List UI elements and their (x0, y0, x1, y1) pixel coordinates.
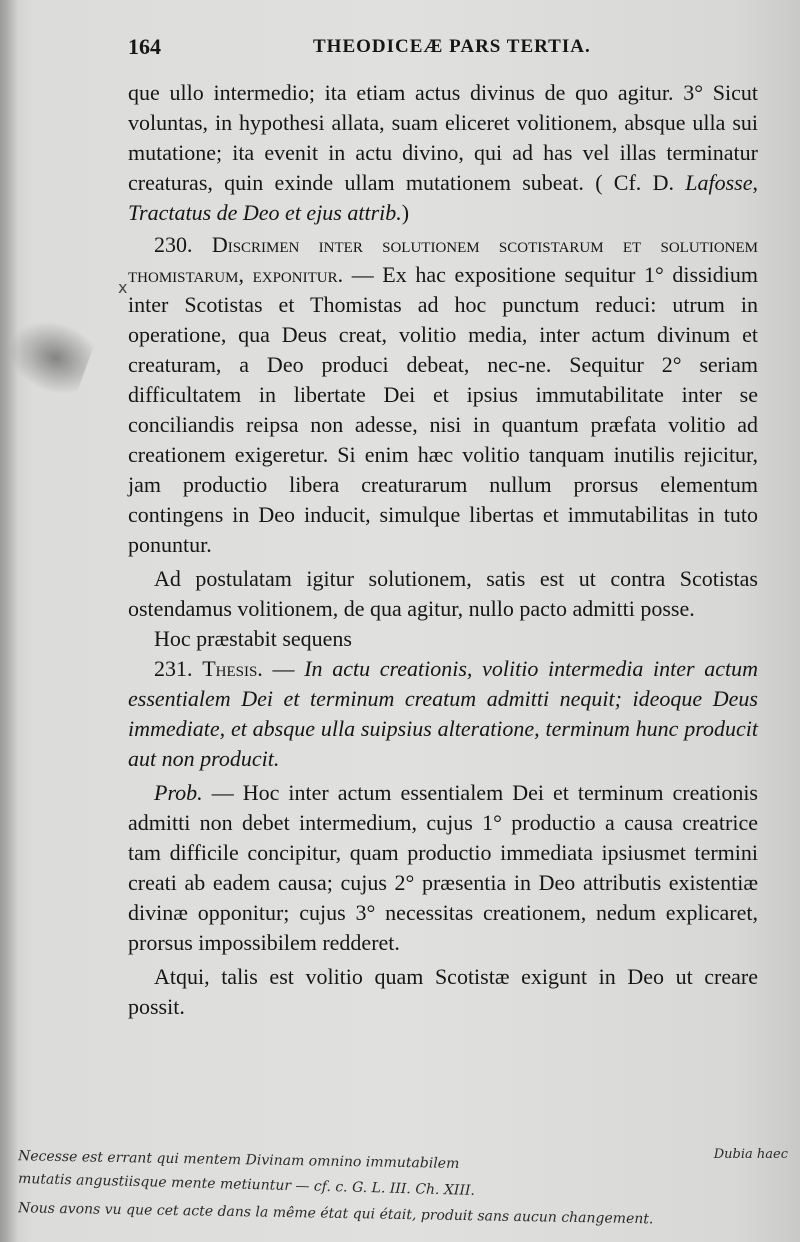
section-230-title: Discrimen inter solutionem scotistarum et solutionem thomistarum, exponitur. (128, 232, 759, 287)
page-number: 164 (128, 34, 161, 59)
hw-line-2-text: mutatis angustiisque mente metiuntur — cf. c. G. L. III. Ch. XIII. (17, 1170, 476, 1199)
hw-line-1-text: Necesse est errant qui mentem Divinam omnino immutabilem (17, 1148, 460, 1172)
paragraph-postulatam: Ad postulatam igitur solutionem, satis est ut contra Scotistas ostendamus volitionem, de qua agitur, nullo pacto admitti posse. (128, 566, 758, 621)
section-231-number: 231. (154, 656, 203, 681)
section-230-number: 230. (154, 232, 212, 257)
section-231-dash: — (262, 656, 305, 681)
work-title: Tractatus de Deo et ejus attrib. (128, 200, 402, 225)
handwritten-right-note: Dubia haec (713, 1147, 788, 1162)
intro-separator: , (752, 170, 758, 195)
section-231-thesis: In actu creationis, volitio intermedia inter actum essentialem Dei et terminum creatum admitti nequit; ideoque Deus immediate, et absque ulla suipsius alteratione, terminum hunc producit aut non producit. (128, 656, 759, 771)
paragraph-intro (128, 78, 758, 228)
prob-label: Prob. (154, 780, 203, 805)
section-231-label: Thesis. (202, 656, 263, 681)
body-text (128, 78, 758, 1022)
hw-line-3-text: Nous avons vu que cet acte dans la même état qui était, produit sans aucun changement. (17, 1200, 654, 1228)
paragraph-atqui: Atqui, talis est volitio quam Scotistæ exigunt in Deo ut creare possit. (128, 964, 758, 1019)
handwritten-notes (17, 1147, 788, 1228)
prob-text: — Hoc inter actum essentialem Dei et terminum creationis admitti non debet intermedium, cujus 1° productio a causa creatrice tam difficile concipitur, quam productio immediata ipsiusmet termini creati ab eadem causa; cujus 2° præsentia in Deo attributis existentiæ divinæ opponitur; cujus 3° necessitas creationem, nedum explicaret, prorsus impossibilem redderet. (128, 780, 758, 955)
gutter-shadow (0, 0, 18, 1242)
section-231 (128, 654, 758, 774)
author-name: Lafosse (685, 170, 753, 195)
margin-mark: x (118, 278, 128, 297)
intro-close: ) (401, 200, 410, 225)
section-230-text: — Ex hac expositione sequitur 1° dissidium inter Scotistas et Thomistas ad hoc punctum reduci: utrum in operatione, qua Deus creat, volitio media, inter actum divinum et creaturam, a Deo produci debeat, nec-ne. Sequitur 2° seriam difficultatem in libertate Dei et ipsius immutabilitate inter se conciliandis reipsa non adesse, nisi in quantum præfata volitio ad creationem exigeretur. Si enim hæc volitio tanquam inutilis rejicitur, jam productio libera creaturarum nullum prorsus elementum contingens in Deo inducit, simulque libertas et immutabilitas in tuto ponuntur. (128, 262, 758, 557)
running-head: THEODICEÆ PARS TERTIA. (313, 36, 591, 57)
intro-text: que ullo intermedio; ita etiam actus divinus de quo agitur. 3° Sicut voluntas, in hypothesi allata, suam eliceret volitionem, absque ulla sui mutatione; ita evenit in actu divino, qui ad has vel illas terminatur creaturas, quin exinde ullam mutationem subeat. ( Cf. D. (128, 80, 758, 195)
paragraph-hoc: Hoc præstabit sequens (154, 626, 352, 651)
page-header (128, 34, 758, 64)
section-230 (128, 230, 758, 560)
paragraph-prob (128, 778, 758, 958)
